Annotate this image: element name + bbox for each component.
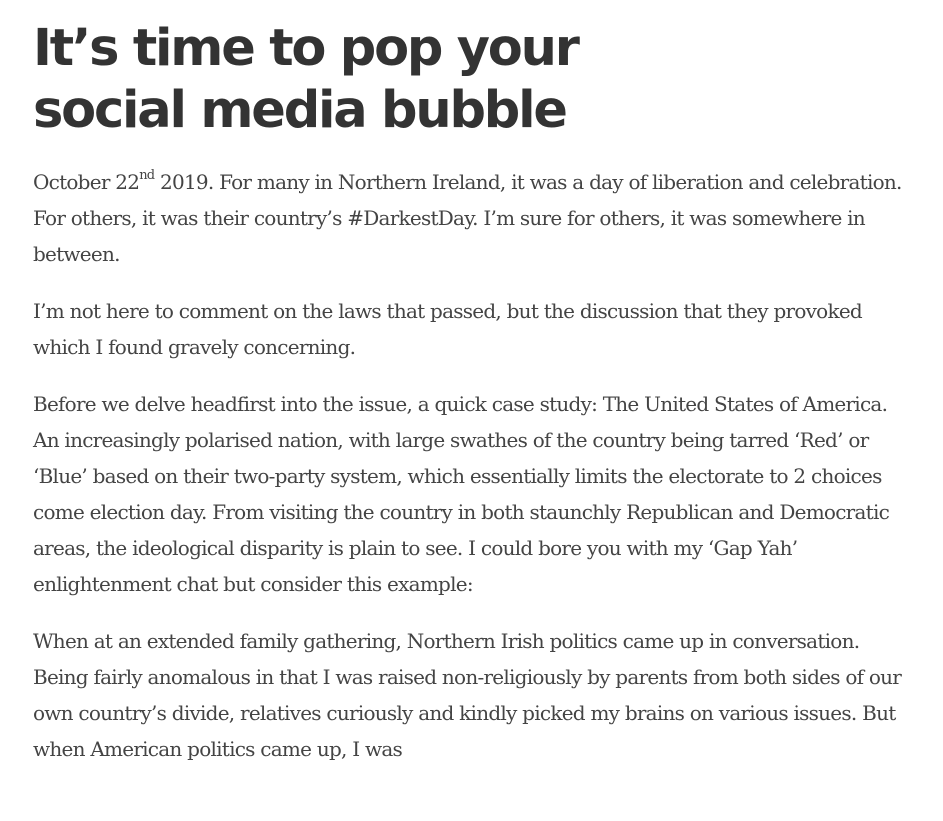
- paragraph-3: Before we delve headfirst into the issue, a quick case study: The United States of America. An increasingly polarised nation, with large swathes of the country being tarred ‘Red’ or ‘Blue’ based on their two-party system, which essentially limits the electorate to 2 choices come election day. From visiting the country in both staunchly Republican and Democratic areas, the ideological disparity is plain to see. I could bore you with my ‘Gap Yah’ enlightenment chat but consider this example:: [33, 392, 890, 596]
- paragraph-2: I’m not here to comment on the laws that passed, but the discussion that they provoked which I found gravely concerning.: [33, 299, 862, 359]
- date-ordinal-suffix: nd: [139, 168, 155, 184]
- article-title: It’s time to pop your social media bubble: [33, 19, 578, 140]
- article-body: [33, 164, 913, 767]
- paragraph-1: [33, 164, 913, 272]
- paragraph-1-text: 2019. For many in Northern Ireland, it was a day of liberation and celebration. For others, it was their country’s #DarkestDay. I’m sure for others, it was somewhere in between.: [33, 170, 902, 266]
- article: [33, 18, 913, 788]
- paragraph-4: When at an extended family gathering, Northern Irish politics came up in conversation. Being fairly anomalous in that I was raised non-religiously by parents from both sides of our own country’s divide, relatives curiously and kindly picked my brains on various issues. But when American politics came up, I was: [33, 629, 902, 761]
- date-text: October 22: [33, 170, 140, 194]
